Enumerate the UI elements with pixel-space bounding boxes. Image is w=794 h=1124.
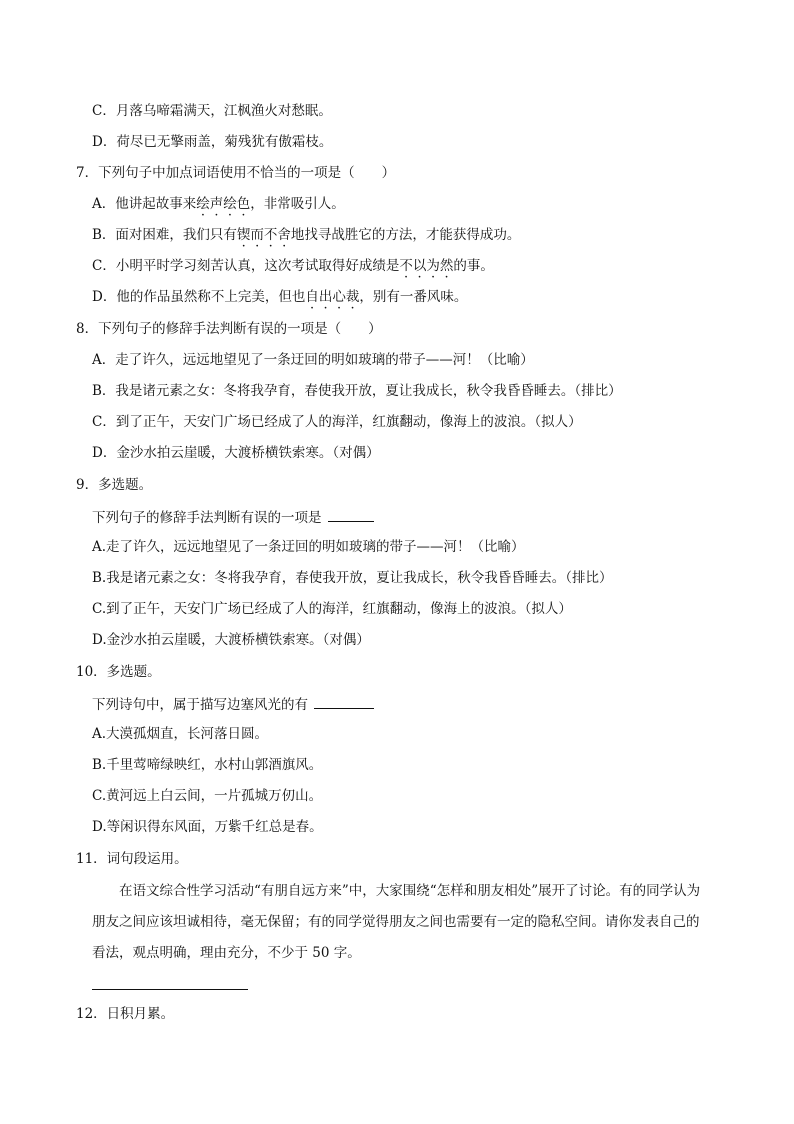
emphasis-char: 然 bbox=[439, 258, 454, 274]
answer-blank[interactable] bbox=[314, 694, 374, 709]
q12-number: 12．日积月累。 bbox=[76, 1006, 175, 1022]
emphasis-char: 自 bbox=[305, 289, 319, 305]
q7-a-text-end: ，非常吸引人。 bbox=[250, 196, 345, 212]
q7-a-dotted-word bbox=[196, 196, 250, 212]
emphasis-char: 心 bbox=[332, 289, 346, 305]
q10-option-b: B.千里莺啼绿映红，水村山郭酒旗风。 bbox=[92, 757, 323, 773]
emphasis-char: 色 bbox=[236, 196, 251, 212]
q7-c-text: C．小明平时学习刻苦认真，这次考试取得好成绩是 bbox=[92, 258, 400, 274]
emphasis-char: 而 bbox=[250, 227, 264, 243]
q10-stem-text: 下列诗句中，属于描写边塞风光的有 bbox=[92, 697, 308, 713]
q7-b-text-end: 地找寻战胜它的方法，才能获得成功。 bbox=[290, 227, 521, 243]
q10-stem bbox=[92, 694, 374, 714]
q10-option-d: D.等闲识得东风面，万紫千红总是春。 bbox=[92, 819, 323, 835]
q8-option-a: A．走了许久，远远地望见了一条迂回的明如玻璃的带子——河！（比喻） bbox=[92, 352, 534, 368]
answer-line[interactable] bbox=[92, 989, 248, 990]
q7-d-text-end: ，别有一番风味。 bbox=[359, 289, 468, 305]
q11-number: 11．词句段运用。 bbox=[76, 851, 188, 867]
q7-option-c bbox=[92, 257, 494, 275]
emphasis-char: 为 bbox=[426, 258, 440, 274]
q6-option-c: C．月落乌啼霜满天，江枫渔火对愁眠。 bbox=[92, 103, 332, 119]
q7-c-text-end: 的事。 bbox=[453, 258, 494, 274]
answer-blank[interactable] bbox=[328, 507, 374, 522]
q7-stem: 7．下列句子中加点词语使用不恰当的一项是（ ） bbox=[76, 165, 396, 181]
q8-stem: 8．下列句子的修辞手法判断有误的一项是（ ） bbox=[76, 321, 382, 337]
emphasis-char: 不 bbox=[263, 227, 278, 243]
q7-b-dotted-word bbox=[237, 227, 291, 243]
q9-option-a: A.走了许久，远远地望见了一条迂回的明如玻璃的带子——河！（比喻） bbox=[92, 539, 525, 555]
q9-stem bbox=[92, 507, 374, 527]
q8-option-c: C．到了正午，天安门广场已经成了人的海洋，红旗翻动，像海上的波浪。（拟人） bbox=[92, 414, 582, 430]
emphasis-char: 出 bbox=[318, 289, 333, 305]
q10-number: 10．多选题。 bbox=[76, 664, 161, 680]
q9-option-c: C.到了正午，天安门广场已经成了人的海洋，红旗翻动，像海上的波浪。（拟人） bbox=[92, 601, 572, 617]
q9-number: 9．多选题。 bbox=[76, 477, 153, 493]
emphasis-char: 绘 bbox=[196, 196, 210, 212]
emphasis-char: 锲 bbox=[236, 227, 251, 243]
q9-stem-text: 下列句子的修辞手法判断有误的一项是 bbox=[92, 510, 322, 526]
q7-a-text: A．他讲起故事来 bbox=[92, 196, 197, 212]
q11-paragraph: 在语文综合性学习活动“有朋自远方来”中，大家围绕“怎样和朋友相处”展开了讨论。有的同学认为朋友之间应该坦诚相待，毫无保留；有的同学觉得朋友之间也需要有一定的隐私空间。请你发表自己的看法，观点明确，理由充分，不少于 50 字。 bbox=[92, 883, 701, 961]
q8-option-d: D．金沙水拍云崖暖，大渡桥横铁索寒。（对偶） bbox=[92, 445, 380, 461]
q7-d-text: D．他的作品虽然称不上完美，但也 bbox=[92, 289, 306, 305]
q7-c-dotted-word bbox=[399, 258, 453, 274]
q7-option-b bbox=[92, 226, 520, 244]
q10-option-c: C.黄河远上白云间，一片孤城万仞山。 bbox=[92, 788, 323, 804]
emphasis-char: 以 bbox=[412, 258, 427, 274]
q7-option-a bbox=[92, 195, 345, 213]
q9-option-d: D.金沙水拍云崖暖，大渡桥横铁索寒。（对偶） bbox=[92, 632, 370, 648]
q8-option-b: B．我是诸元素之女：冬将我孕育，春使我开放，夏让我成长，秋令我昏昏睡去。（排比） bbox=[92, 383, 622, 399]
q10-option-a: A.大漠孤烟直，长河落日圆。 bbox=[92, 726, 269, 742]
q7-b-text: B．面对困难，我们只有 bbox=[92, 227, 237, 243]
emphasis-char: 绘 bbox=[223, 196, 237, 212]
emphasis-char: 不 bbox=[399, 258, 413, 274]
q6-option-d: D．荷尽已无擎雨盖，菊残犹有傲霜枝。 bbox=[92, 134, 333, 150]
emphasis-char: 声 bbox=[209, 196, 224, 212]
emphasis-char: 舍 bbox=[277, 227, 291, 243]
emphasis-char: 裁 bbox=[345, 289, 360, 305]
q9-option-b: B.我是诸元素之女：冬将我孕育，春使我开放，夏让我成长，秋令我昏昏睡去。（排比） bbox=[92, 570, 613, 586]
q7-option-d bbox=[92, 288, 467, 306]
q7-d-dotted-word bbox=[305, 289, 359, 305]
